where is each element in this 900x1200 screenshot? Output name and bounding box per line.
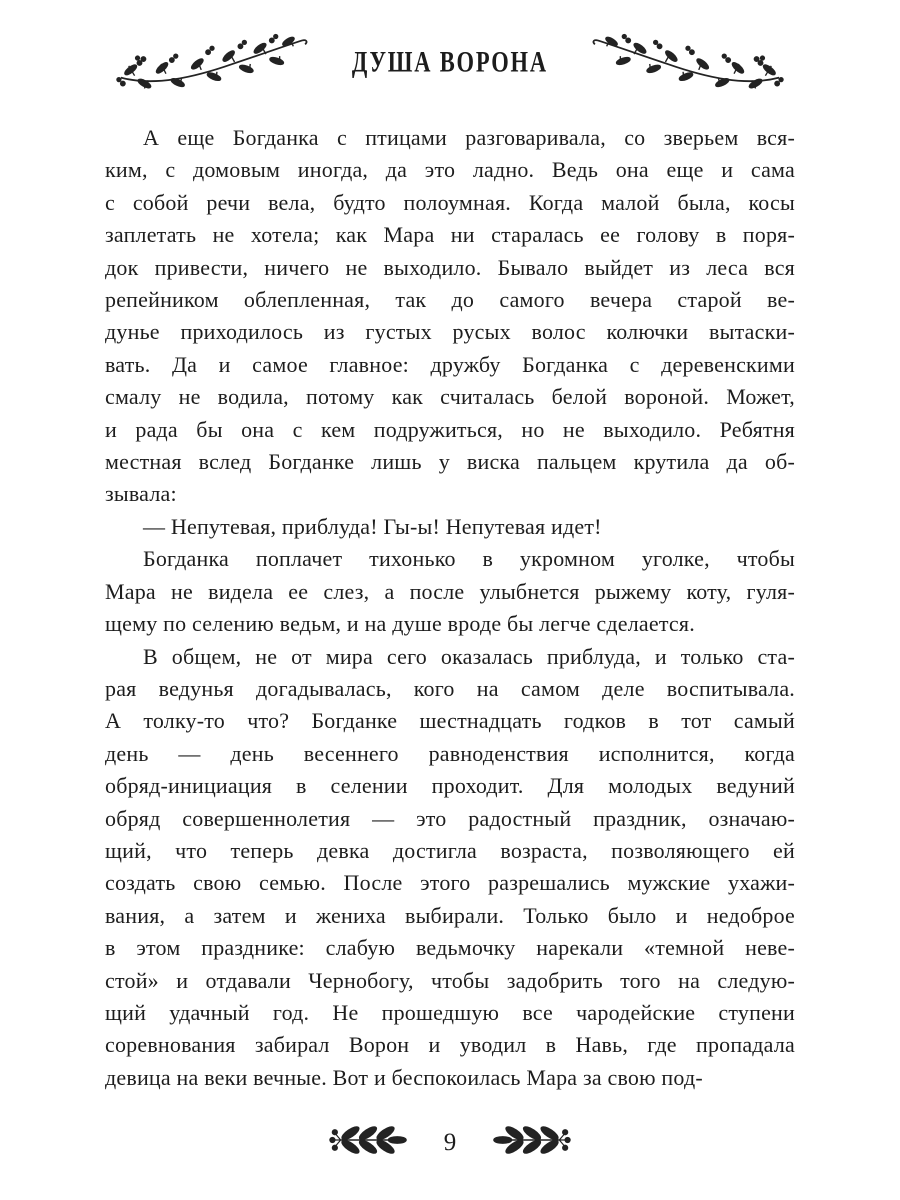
text-line: с собой речи вела, будто полоумная. Когда малой была, косы <box>105 189 795 215</box>
page-header <box>0 0 900 94</box>
text-line: день — день весеннего равноденствия исполнится, когда <box>105 740 795 766</box>
text-line: В общем, не от мира сего оказалась приблуда, и только ста- <box>143 643 795 669</box>
laurel-branch-right-icon <box>493 1123 571 1162</box>
text-line: девица на веки вечные. Вот и беспокоилась Мара за свою под- <box>105 1064 703 1090</box>
text-line: создать свою семью. После этого разрешались мужские ухажи- <box>105 870 795 896</box>
page-body <box>105 122 795 1094</box>
text-line: обряд-инициация в селении проходит. Для молодых ведуний <box>105 773 795 799</box>
text-line: местная вслед Богданке лишь у виска пальцем крутила да об- <box>105 449 795 475</box>
text-line: стой» и отдавали Чернобогу, чтобы задобрить того на следую- <box>105 967 795 993</box>
floral-branch-left-icon <box>115 32 311 95</box>
chapter-title: ДУША ВОРОНА <box>351 46 549 79</box>
text-line: — Непутевая, приблуда! Гы-ы! Непутевая идет! <box>143 513 602 539</box>
laurel-branch-left-icon <box>329 1123 407 1162</box>
text-line: щий удачный год. Не прошедшую все чародейские ступени <box>105 999 795 1025</box>
text-line: заплетать не хотела; как Мара ни старалась ее голову в поря- <box>105 222 795 248</box>
text-line: обряд совершеннолетия — это радостный праздник, означаю- <box>105 805 795 831</box>
text-line: дунье приходилось из густых русых волос колючки вытаски- <box>105 319 795 345</box>
text-line: в этом празднике: слабую ведьмочку нарекали «темной неве- <box>105 935 795 961</box>
text-line: щему по селению ведьм, и на душе вроде бы легче сделается. <box>105 611 695 637</box>
page-number: 9 <box>443 1128 457 1156</box>
text-line: рая ведунья догадывалась, кого на самом деле воспитывала. <box>105 675 795 701</box>
page-footer <box>0 1123 900 1162</box>
text-line: А толку-то что? Богданке шестнадцать годков в тот самый <box>105 708 795 734</box>
text-line: и рада бы она с кем подружиться, но не выходило. Ребятня <box>105 416 795 442</box>
text-line: ким, с домовым иногда, да это ладно. Ведь она еще и сама <box>105 157 795 183</box>
text-line: соревнования забирал Ворон и уводил в Навь, где пропадала <box>105 1032 795 1058</box>
text-line: вания, а затем и жениха выбирали. Только было и недоброе <box>105 902 795 928</box>
floral-branch-right-icon <box>589 32 785 95</box>
text-line: щий, что теперь девка достигла возраста, позволяющего ей <box>105 837 795 863</box>
text-line: Богданка поплачет тихонько в укромном уголке, чтобы <box>143 546 795 572</box>
text-line: док привести, ничего не выходило. Бывало выйдет из леса вся <box>105 254 795 280</box>
text-line: зывала: <box>105 481 177 507</box>
text-line: смалу не водила, потому как считалась белой вороной. Может, <box>105 384 795 410</box>
text-line: А еще Богданка с птицами разговаривала, со зверьем вся- <box>143 125 795 150</box>
text-line: репейником облепленная, так до самого вечера старой ве- <box>105 287 795 313</box>
text-line: вать. Да и самое главное: дружбу Богданка с деревенскими <box>105 351 795 377</box>
text-line: Мара не видела ее слез, а после улыбнется рыжему коту, гуля- <box>105 578 795 604</box>
